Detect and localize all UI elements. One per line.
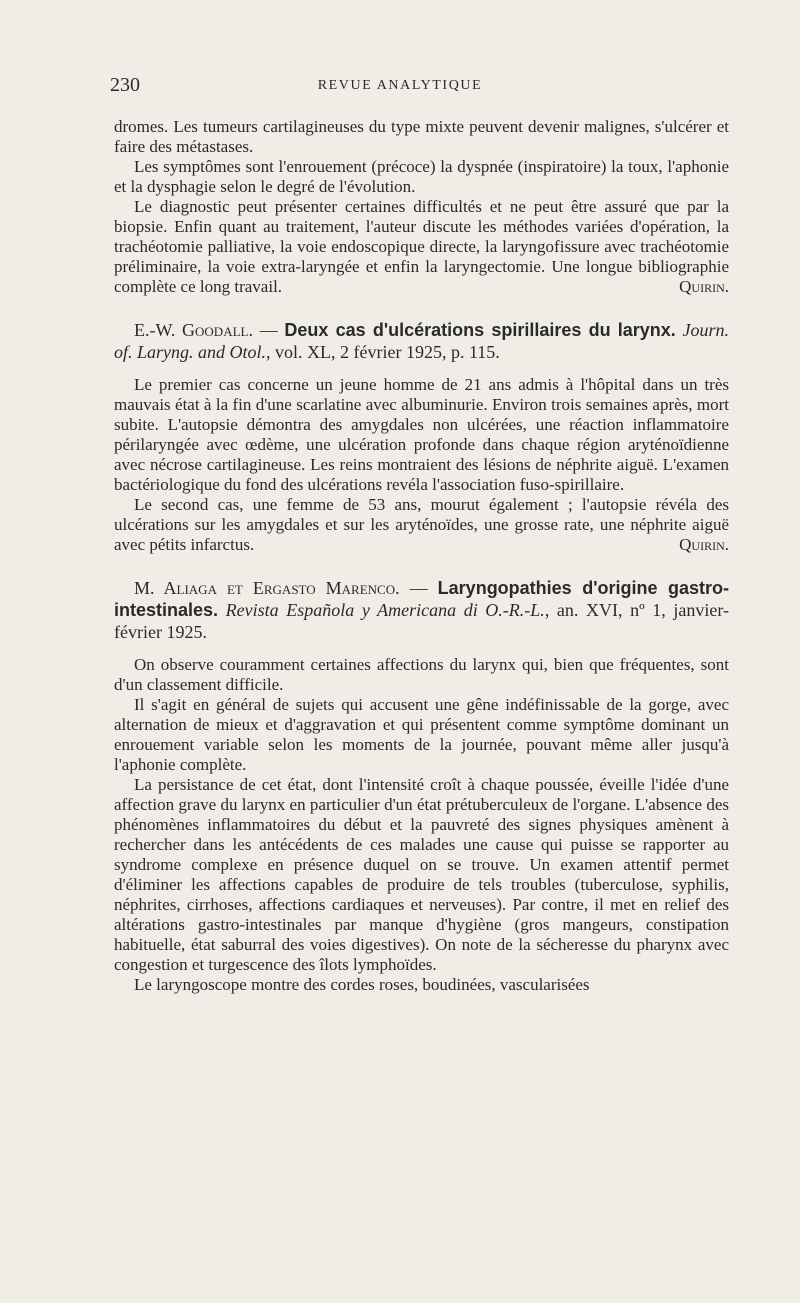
page-body [114, 117, 729, 995]
entry-2-paragraph-1: On observe couramment certaines affections du larynx qui, bien que fréquentes, sont d'un classement difficile. [114, 655, 729, 694]
entry-1-paragraph-2-text: Le second cas, une femme de 53 ans, mourut également ; l'autopsie révéla des ulcérations sur les amygdales et sur les aryténoïdes, une grosse rate, une néphrite aiguë avec pétits infarctus. [114, 495, 729, 554]
intro-paragraph-1: dromes. Les tumeurs cartilagineuses du type mixte peuvent devenir malignes, s'ulcérer et faire des métastases. [114, 117, 729, 156]
abstract-entry-1 [114, 319, 729, 555]
entry-2-author: M. Aliaga et Ergasto Marenco. [134, 578, 400, 598]
entry-2-reference: , an. XVI, nº 1, janvier-février 1925. [114, 600, 730, 642]
entry-2-title: Laryngopathies d'origine gastro-intestinales. [114, 578, 730, 620]
entry-2-paragraph-4: Le laryngoscope montre des cordes roses, boudinées, vascularisées [134, 975, 590, 994]
entry-2-dash: — [399, 578, 438, 598]
spacer [114, 643, 729, 655]
entry-1-heading [114, 319, 729, 363]
abstract-entry-2 [114, 577, 729, 995]
intro-paragraph-3 [114, 197, 729, 297]
entry-2-heading [114, 577, 729, 643]
entry-1-title: Deux cas d'ulcérations spirillaires du larynx. [284, 320, 676, 340]
page-number: 230 [110, 74, 140, 96]
spacer [114, 363, 729, 375]
intro-paragraph-3-text: Le diagnostic peut présenter certaines difficultés et ne peut être assuré que par la biopsie. Enfin quant au traitement, l'auteur discute les méthodes variées d'opération, la trachéotomie palliative, la voie endoscopique directe, la laryngofissure avec trachéotomie préliminaire, la voie extra-laryngée et enfin la laryngectomie. Une longue bibliographie complète ce long travail. [114, 197, 729, 296]
entry-2-paragraph-2: Il s'agit en général de sujets qui accusent une gêne indéfinissable de la gorge, avec alternation de mieux et d'aggravation et qui présentent comme symptôme dominant un enrouement variable selon les moments de la journée, pouvant même aller jusqu'à l'aphonie complète. [114, 695, 729, 774]
entry-1-signature: Quirin. [679, 535, 729, 554]
intro-signature: Quirin. [679, 277, 729, 296]
page-header [0, 74, 800, 104]
entry-1-paragraph-2 [114, 495, 729, 555]
running-head: REVUE ANALYTIQUE [317, 78, 483, 93]
entry-2-paragraph-3: La persistance de cet état, dont l'intensité croît à chaque poussée, éveille l'idée d'une affection grave du larynx en particulier d'un état prétuberculeux de l'organe. L'absence des phénomènes inflammatoires du début et la pauvreté des signes physiques amènent à rechercher dans les antécédents de ces malades une cause qui puisse se rapporter au syndrome complexe en présence duquel on se trouve. Un examen attentif permet d'éliminer les affections capables de produire de tels troubles (tuberculose, syphilis, néphrites, cirrhoses, affections cardiaques et nerveuses). Par contre, il met en relief des altérations gastro-intestinales par manque d'hygiène (gros mangeurs, constipation habituelle, état saburral des voies digestives). On note de la sécheresse du pharynx avec congestion et turgescence des îlots lymphoïdes. [114, 775, 729, 974]
entry-1-journal: Journ. of. Laryng. and Otol. [114, 320, 730, 362]
entry-1-dash: — [252, 320, 285, 340]
entry-1-author: E.-W. Goodall. [134, 320, 253, 340]
entry-1-reference: , vol. XL, 2 février 1925, p. 115. [266, 342, 500, 362]
entry-2-journal: Revista Española y Americana di O.-R.-L. [225, 600, 545, 620]
entry-1-paragraph-1: Le premier cas concerne un jeune homme de 21 ans admis à l'hôpital dans un très mauvais état à la fin d'une scarlatine avec albuminurie. Environ trois semaines après, mort subite. L'autopsie démontra des amygdales non ulcérées, une réaction inflammatoire périlaryngée avec œdème, une ulcération profonde dans chaque région aryténoïdienne avec nécrose cartilagineuse. Les reins montraient des lésions de néphrite aiguë. L'examen bactériologique du fond des ulcérations revéla l'association fuso-spirillaire. [114, 375, 729, 494]
intro-paragraph-2: Les symptômes sont l'enrouement (précoce) la dyspnée (inspiratoire) la toux, l'aphonie et la dysphagie selon le degré de l'évolution. [114, 157, 729, 196]
